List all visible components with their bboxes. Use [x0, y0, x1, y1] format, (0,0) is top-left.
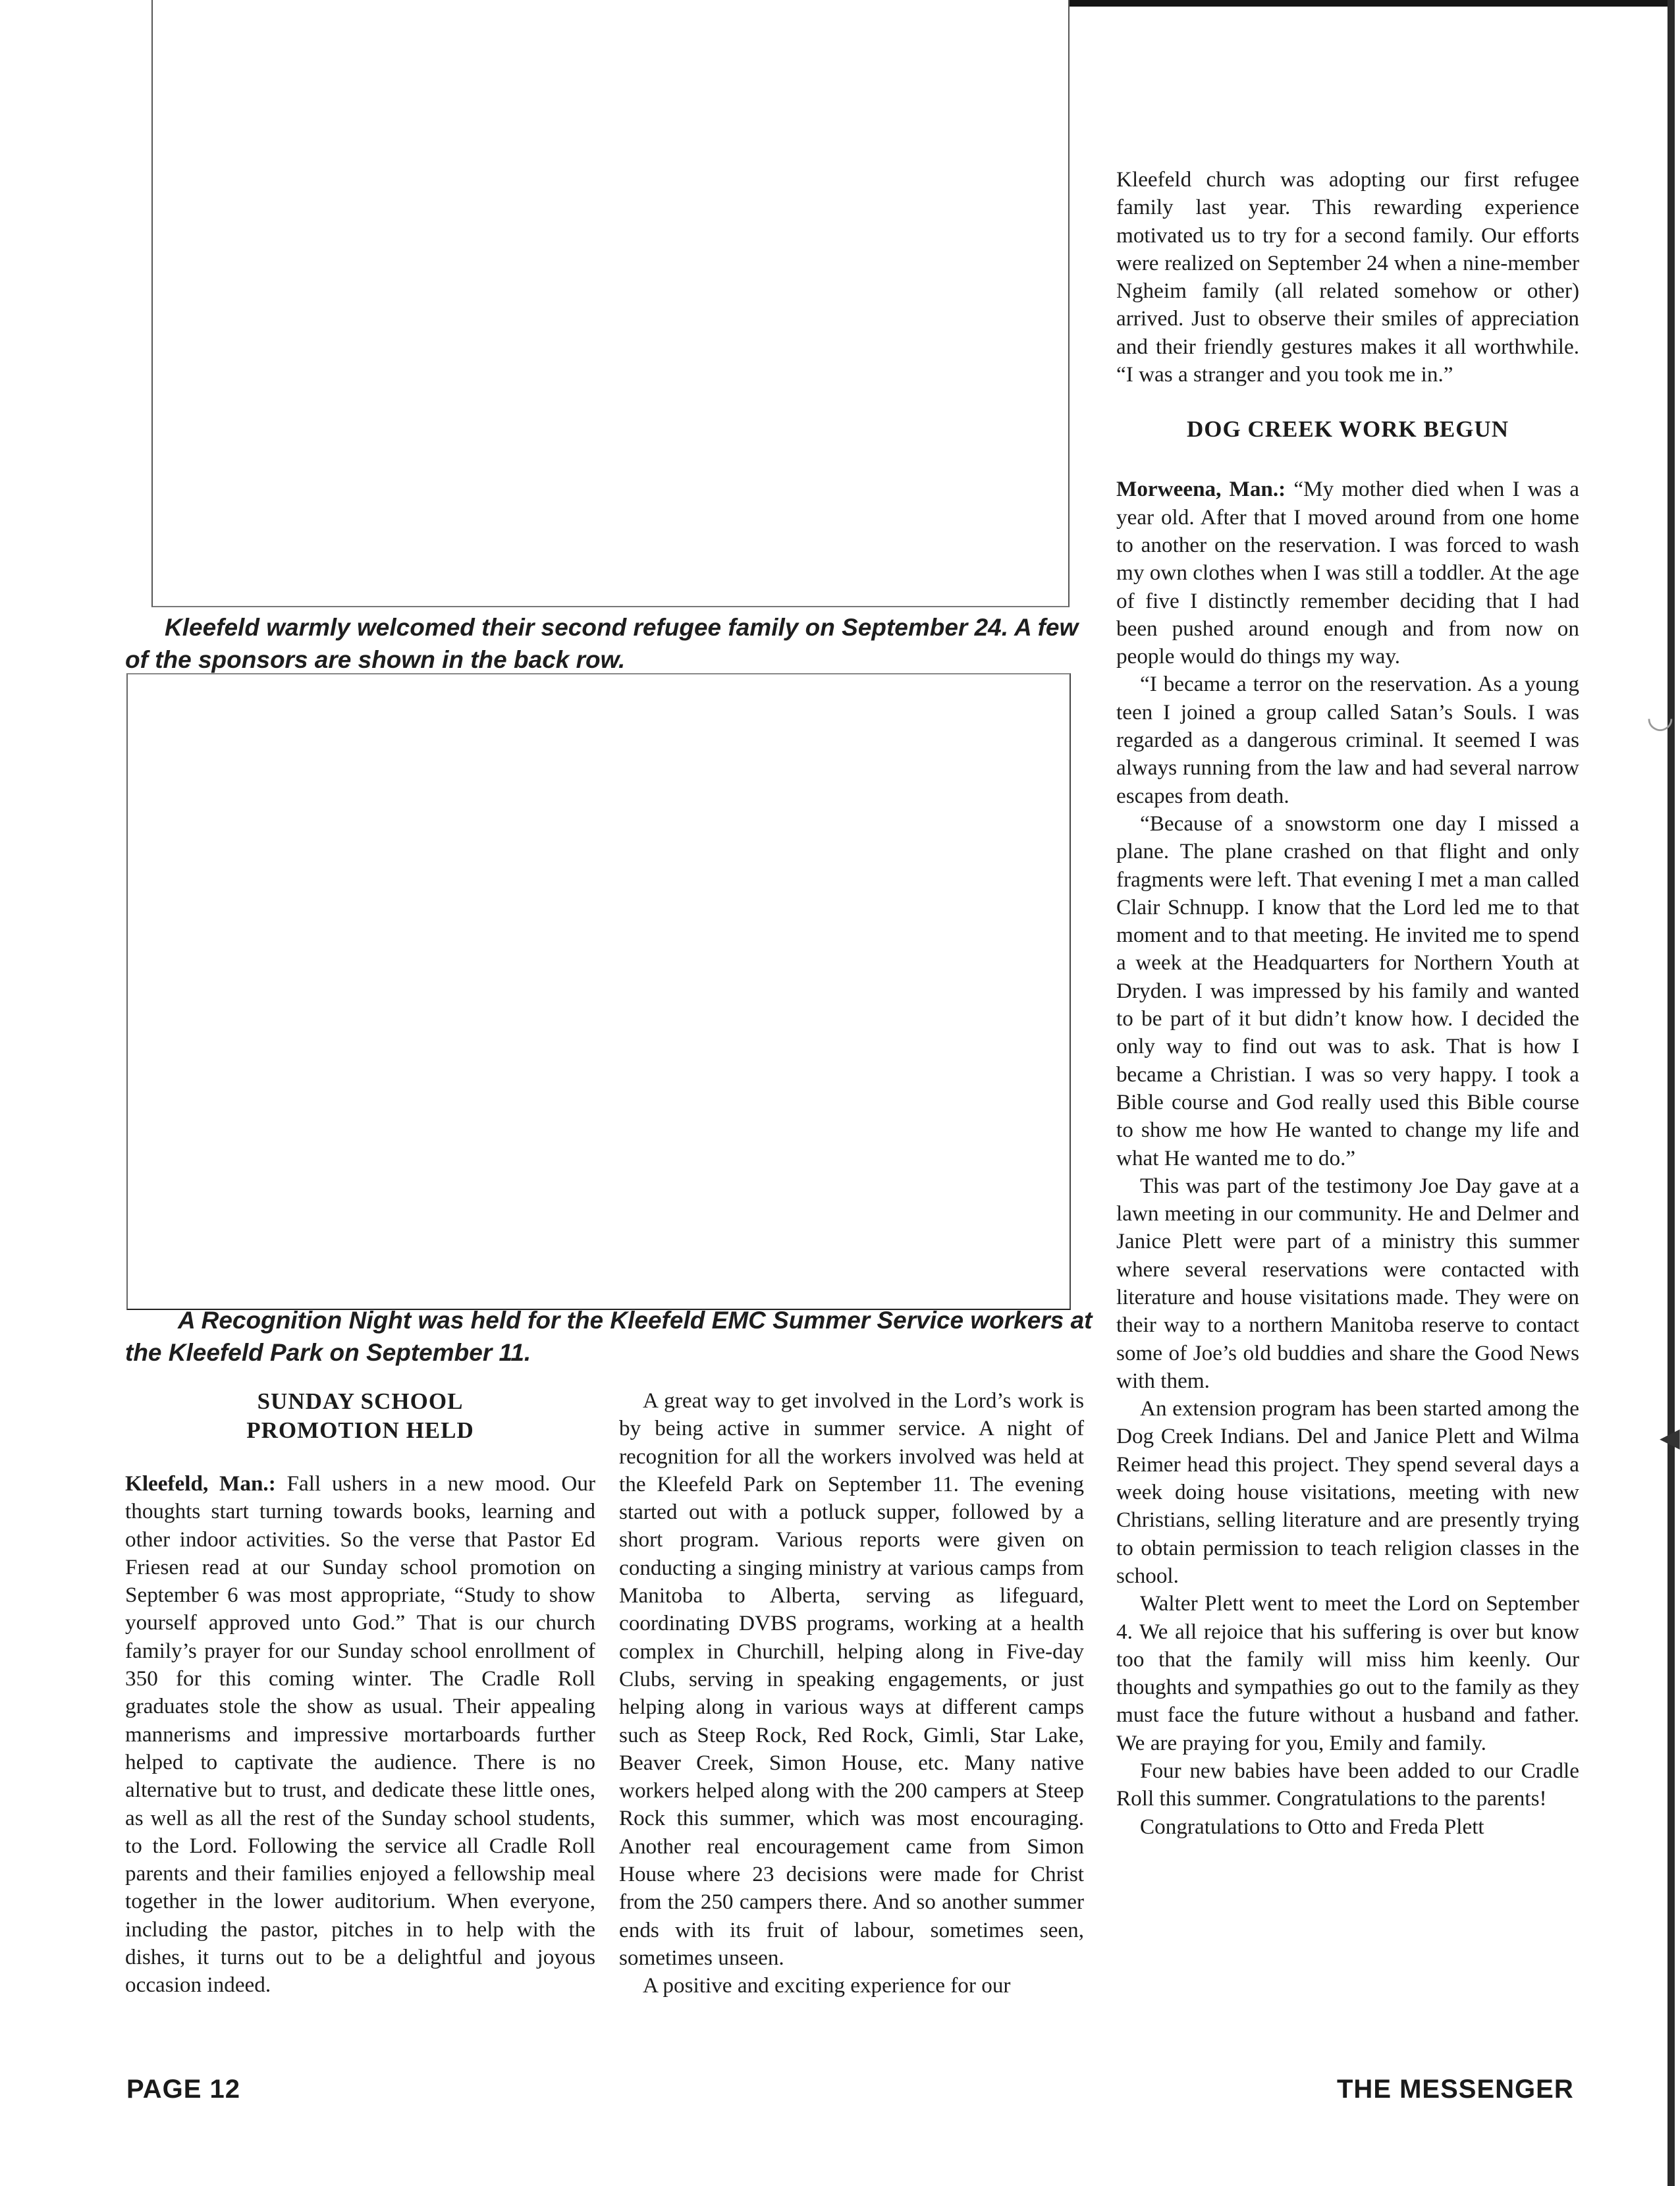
dog-creek-para3: “Because of a snowstorm one day I missed a plane. The plane crashed on that flight and only fragments were left. That evening I met a man called Clair Schnupp. I know that the Lord led me to that moment and to that meeting. He invited me to spend a week at the Headquarters for Northern Youth at Dryden. I was impressed by his family and wanted to be part of it but didn’t know how. I decided the only way to find out was to ask. That is how I became a Christian. I was so very happy. I took a Bible course and God really used this Bible course to show me how He wanted to change my life and what He wanted me to do.”: [1116, 811, 1579, 1170]
dog-creek-para8: Congratulations to Otto and Freda Plett: [1140, 1814, 1484, 1839]
margin-edge-mark: ◀: [1660, 1423, 1680, 1453]
dog-creek-para6: Walter Plett went to meet the Lord on September 4. We all rejoice that his suffering is over but know too that the family will miss him keenly. Our thoughts and sympathies go out to the family as they must face the future without a husband and father. We are praying for you, Emily and family.: [1116, 1591, 1579, 1755]
right-column: [1116, 166, 1579, 1841]
scan-right-edge: [1667, 0, 1675, 2186]
refugee-photo-caption: Kleefeld warmly welcomed their second refugee family on September 24. A few of the sponsors are shown in the back row.: [125, 614, 1079, 673]
publication-name: THE MESSENGER: [1337, 2075, 1574, 2104]
recognition-photo-caption: A Recognition Night was held for the Kleefeld EMC Summer Service workers at the Kleefeld Park on September 11.: [125, 1307, 1093, 1366]
sunday-school-dateline: Kleefeld, Man.:: [125, 1471, 276, 1496]
sunday-school-heading-line2: PROMOTION HELD: [246, 1417, 474, 1443]
sunday-school-body: Fall ushers in a new mood. Our thoughts start turning towards books, learning and other indoor activities. So the verse that Pastor Ed Friesen read at our Sunday school promotion on September 6 was most appropriate, “Study to show yourself approved unto God.” That is our church family’s prayer for our Sunday school enrollment of 350 for this coming winter. The Cradle Roll graduates stole the show as usual. Their appealing mannerisms and impressive mortarboards further helped to captivate the audience. There is no alternative but to trust, and dedicate these little ones, as well as all the rest of the Sunday school students, to the Lord. Following the service all Cradle Roll parents and their families enjoyed a fellowship meal together in the lower auditorium. When everyone, including the pastor, pitches in to help with the dishes, it turns out to be a delightful and joyous occasion indeed.: [125, 1471, 595, 1998]
summer-service-para1: A great way to get involved in the Lord’s work is by being active in summer service. A night of recognition for all the workers involved was held at the Kleefeld Park on September 11. The evening started out with a potluck supper, followed by a short program. Various reports were given on conducting a singing ministry at various camps from Manitoba to Alberta, serving as lifeguard, coordinating DVBS programs, working at a health complex in Churchill, helping along in Five-day Clubs, serving in speaking engagements, or just helping along in various ways at different camps such as Steep Rock, Red Rock, Gimli, Star Lake, Beaver Creek, Simon House, etc. Many native workers helped along with the 200 campers at Steep Rock this summer, which was most encouraging. Another real encouragement came from Simon House where 23 decisions were made for Christ from the 250 campers there. And so another summer ends with its fruit of labour, sometimes seen, sometimes unseen.: [619, 1388, 1084, 1970]
dog-creek-dateline: Morweena, Man.:: [1116, 477, 1286, 502]
sunday-school-heading-line1: SUNDAY SCHOOL: [257, 1388, 464, 1414]
page-number: PAGE 12: [126, 2075, 240, 2104]
sunday-school-paragraph: [125, 1470, 595, 2000]
dog-creek-para4: This was part of the testimony Joe Day gave at a lawn meeting in our community. He and Delmer and Janice Plett were part of a ministry this summer where several reservations were contacted with literature and house visitations made. They were on their way to a northern Manitoba reserve to contact some of Joe’s old buddies and share the Good News with them.: [1116, 1173, 1579, 1393]
refugee-continued-text: Kleefeld church was adopting our first refugee family last year. This rewarding experience motivated us to try for a second family. Our efforts were realized on September 24 when a nine-member Ngheim family (all related somehow or other) arrived. Just to observe their smiles of appreciation and their friendly gestures makes it all worthwhile. “I was a stranger and you took me in.”: [1116, 167, 1579, 387]
dog-creek-para1-wrap: [1116, 476, 1579, 670]
refugee-family-photo: [151, 0, 1070, 607]
sunday-school-article: [125, 1387, 595, 2000]
margin-curl-mark: ◡: [1646, 698, 1674, 735]
dog-creek-para5: An extension program has been started among the Dog Creek Indians. Del and Janice Plett and Wilma Reimer head this project. They spend several days a week doing house visitations, meeting with new Christians, selling literature and are presently trying to obtain permission to teach religion classes in the school.: [1116, 1396, 1579, 1588]
dog-creek-heading: DOG CREEK WORK BEGUN: [1187, 416, 1509, 443]
recognition-night-photo: [126, 673, 1071, 1310]
dog-creek-para7: Four new babies have been added to our Cradle Roll this summer. Congratulations to the parents!: [1116, 1759, 1579, 1811]
summer-service-para2: A positive and exciting experience for our: [643, 1973, 1011, 1998]
top-edge-bar: [1067, 0, 1675, 7]
dog-creek-para1: “My mother died when I was a year old. After that I moved around from one home to another on the reservation. I was forced to wash my own clothes when I was still a toddler. At the age of five I distinctly remember deciding that I had been pushed around enough and from now on people would do things my way.: [1116, 477, 1580, 669]
summer-service-article: [619, 1387, 1084, 2000]
dog-creek-para2: “I became a terror on the reservation. As a young teen I joined a group called Satan’s Souls. I was regarded as a dangerous criminal. It seemed I was always running from the law and had several narrow escapes from death.: [1116, 672, 1579, 808]
